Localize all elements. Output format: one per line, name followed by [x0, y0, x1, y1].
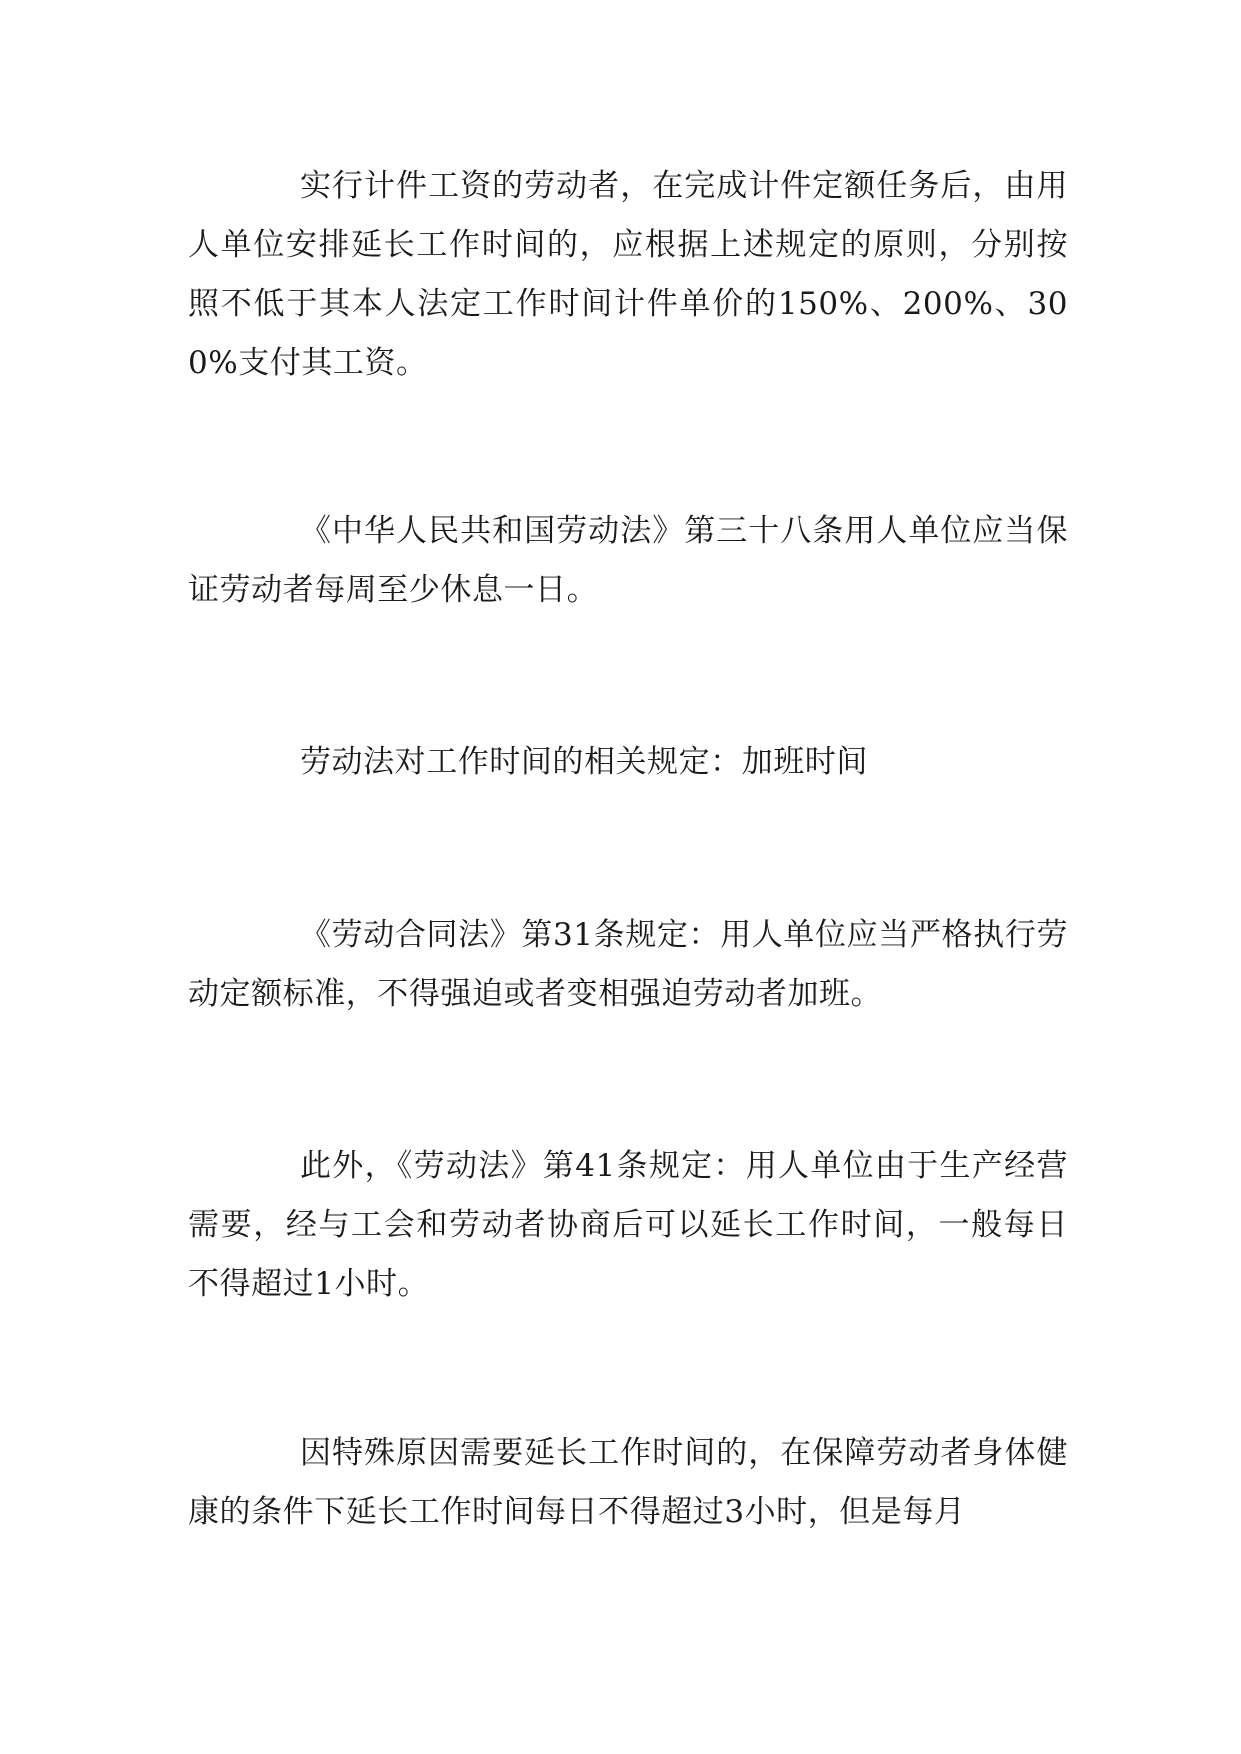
- paragraph-section-heading-overtime: 劳动法对工作时间的相关规定：加班时间: [300, 744, 868, 780]
- paragraph-special-circumstances: 因特殊原因需要延长工作时间的，在保障劳动者身体健康的条件下延长工作时间每日不得超过3小时，但是每月: [188, 1435, 1068, 1530]
- paragraph-piece-rate-overtime: 实行计件工资的劳动者，在完成计件定额任务后，由用人单位安排延长工作时间的，应根据上述规定的原则，分别按照不低于其本人法定工作时间计件单价的150%、200%、300%支付其工资。: [188, 168, 1068, 381]
- paragraph-labor-law-article-38: 《中华人民共和国劳动法》第三十八条用人单位应当保证劳动者每周至少休息一日。: [188, 513, 1068, 608]
- paragraph-contract-law-article-31: 《劳动合同法》第31条规定：用人单位应当严格执行劳动定额标准，不得强迫或者变相强迫劳动者加班。: [188, 917, 1068, 1012]
- paragraph-labor-law-article-41: 此外，《劳动法》第41条规定：用人单位由于生产经营需要，经与工会和劳动者协商后可以延长工作时间，一般每日不得超过1小时。: [188, 1148, 1068, 1302]
